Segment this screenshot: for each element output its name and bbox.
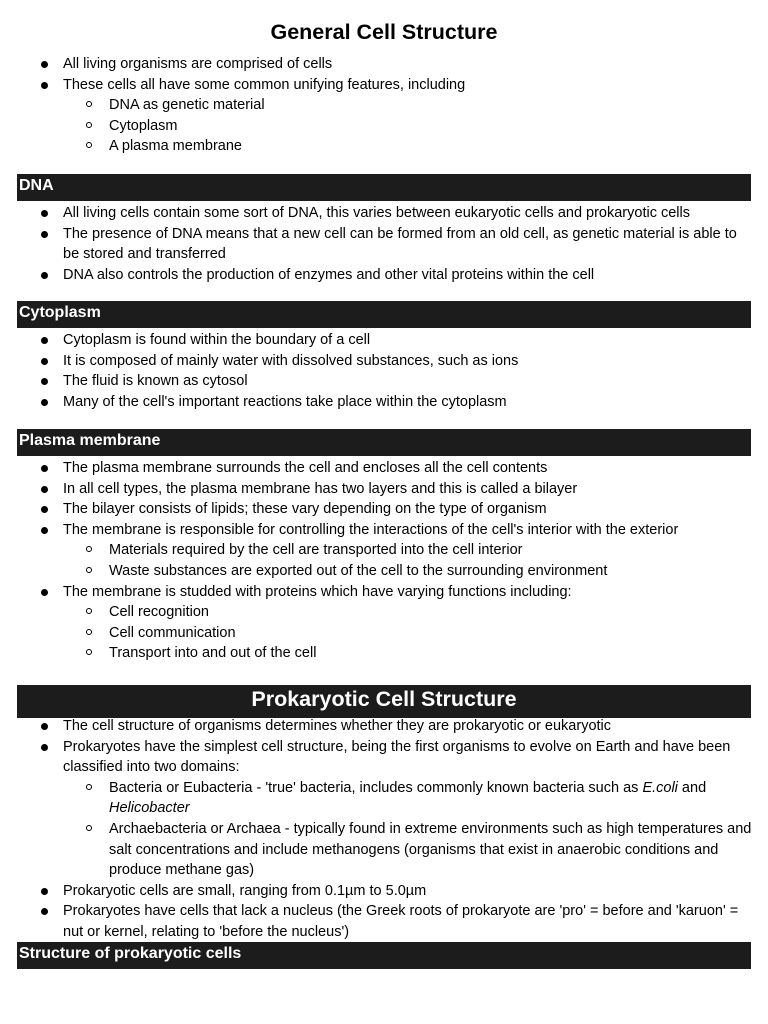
sub-list-item: Waste substances are exported out of the cell to the surrounding environment: [0, 561, 678, 582]
hollow-bullet-icon: [86, 101, 92, 107]
bullet-icon: [41, 506, 48, 513]
bullet-icon: [41, 486, 48, 493]
section-heading-structure-prokaryotic: Structure of prokaryotic cells: [17, 942, 751, 969]
list-item: Cytoplasm is found within the boundary of a cell: [0, 330, 518, 351]
list-item: The membrane is responsible for controlling the interactions of the cell's interior with the exterior: [0, 520, 678, 541]
bullet-icon: [41, 358, 48, 365]
bullet-icon: [41, 231, 48, 238]
sub-list-item: Archaebacteria or Archaea - typically found in extreme environments such as high temperatures and salt concentrations and include methanogens (organisms that exist in anaerobic conditions and produce methane gas): [0, 819, 754, 881]
list-item: Prokaryotes have cells that lack a nucleus (the Greek roots of prokaryote are 'pro' = before and 'karuon' = nut or kernel, relating to 'before the nucleus'): [0, 901, 754, 942]
bullet-icon: [41, 378, 48, 385]
bullet-icon: [41, 744, 48, 751]
sub-list-item: Materials required by the cell are transported into the cell interior: [0, 540, 678, 561]
list-item: The fluid is known as cytosol: [0, 371, 518, 392]
list-item: The cell structure of organisms determines whether they are prokaryotic or eukaryotic: [0, 716, 754, 737]
list-item: These cells all have some common unifying features, including: [0, 75, 465, 96]
list-item: The presence of DNA means that a new cell can be formed from an old cell, as genetic material is able to be stored and transferred: [0, 224, 753, 265]
sub-list-item: [0, 778, 754, 819]
bullet-icon: [41, 888, 48, 895]
hollow-bullet-icon: [86, 608, 92, 614]
sub-list-item: DNA as genetic material: [0, 95, 465, 116]
list-item: Prokaryotes have the simplest cell structure, being the first organisms to evolve on Earth and have been classified into two domains:: [0, 737, 754, 778]
bullet-icon: [41, 61, 48, 68]
cytoplasm-list: [0, 330, 518, 412]
dna-list: [0, 203, 753, 285]
prokaryotic-list: [0, 716, 754, 943]
section-heading-dna: DNA: [17, 174, 751, 201]
membrane-list: [0, 458, 678, 664]
bullet-icon: [41, 589, 48, 596]
list-item: It is composed of mainly water with dissolved substances, such as ions: [0, 351, 518, 372]
sub-list-item: Cytoplasm: [0, 116, 465, 137]
bullet-icon: [41, 723, 48, 730]
hollow-bullet-icon: [86, 142, 92, 148]
bullet-icon: [41, 82, 48, 89]
list-item: All living cells contain some sort of DNA, this varies between eukaryotic cells and prokaryotic cells: [0, 203, 753, 224]
bullet-icon: [41, 399, 48, 406]
bullet-icon: [41, 337, 48, 344]
bullet-icon: [41, 908, 48, 915]
bullet-icon: [41, 272, 48, 279]
list-item: The plasma membrane surrounds the cell and encloses all the cell contents: [0, 458, 678, 479]
intro-list: [0, 54, 465, 157]
bullet-icon: [41, 527, 48, 534]
hollow-bullet-icon: [86, 649, 92, 655]
hollow-bullet-icon: [86, 784, 92, 790]
list-item: Many of the cell's important reactions take place within the cytoplasm: [0, 392, 518, 413]
section-heading-plasma-membrane: Plasma membrane: [17, 429, 751, 456]
section-heading-cytoplasm: Cytoplasm: [17, 301, 751, 328]
bullet-icon: [41, 210, 48, 217]
section-title-prokaryotic: Prokaryotic Cell Structure: [17, 685, 751, 718]
sub-list-item: Cell recognition: [0, 602, 678, 623]
list-item: The membrane is studded with proteins which have varying functions including:: [0, 582, 678, 603]
page-title: General Cell Structure: [270, 20, 498, 44]
list-item: Prokaryotic cells are small, ranging from 0.1µm to 5.0µm: [0, 881, 754, 902]
sub-list-item: A plasma membrane: [0, 136, 465, 157]
list-item: In all cell types, the plasma membrane has two layers and this is called a bilayer: [0, 479, 678, 500]
hollow-bullet-icon: [86, 122, 92, 128]
hollow-bullet-icon: [86, 825, 92, 831]
bacteria-text: Bacteria or Eubacteria - 'true' bacteria, includes commonly known bacteria such as E.coli and Helicobacter: [109, 779, 707, 817]
sub-list-item: Transport into and out of the cell: [0, 643, 678, 664]
list-item: All living organisms are comprised of cells: [0, 54, 465, 75]
hollow-bullet-icon: [86, 629, 92, 635]
list-item: DNA also controls the production of enzymes and other vital proteins within the cell: [0, 265, 753, 286]
hollow-bullet-icon: [86, 546, 92, 552]
list-item: The bilayer consists of lipids; these vary depending on the type of organism: [0, 499, 678, 520]
hollow-bullet-icon: [86, 567, 92, 573]
bullet-icon: [41, 465, 48, 472]
sub-list-item: Cell communication: [0, 623, 678, 644]
